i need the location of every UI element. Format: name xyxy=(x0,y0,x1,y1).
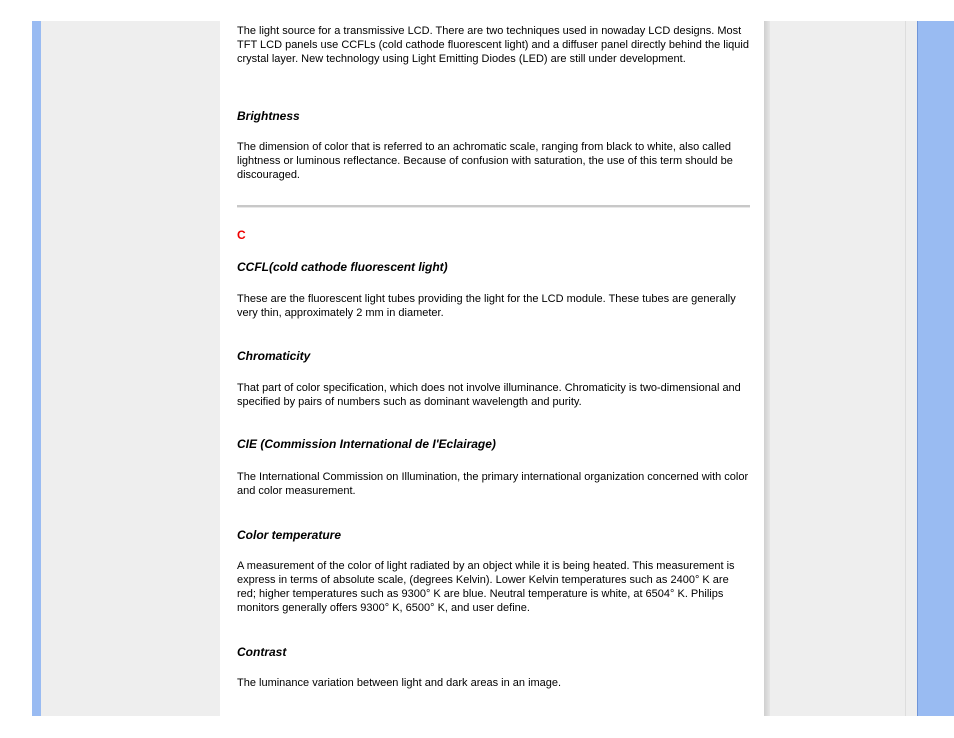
section-divider xyxy=(237,205,750,208)
term-brightness: Brightness xyxy=(237,109,300,123)
right-gray-edge xyxy=(905,21,917,716)
term-ccfl: CCFL(cold cathode fluorescent light) xyxy=(237,260,448,274)
definition-ccfl: These are the fluorescent light tubes providing the light for the LCD module. These tubes are generally very thin, approximately 2 mm in diameter. xyxy=(237,293,736,319)
left-blue-bar xyxy=(32,21,41,716)
definition-cie: The International Commission on Illumination, the primary international organization concerned with color and color measurement. xyxy=(237,471,749,497)
right-blue-bar xyxy=(917,21,954,716)
term-contrast: Contrast xyxy=(237,645,287,659)
definition-chromaticity: That part of color specification, which does not involve illuminance. Chromaticity is two-dimensional and specified by pairs of numbers such as dominant wavelength and purity. xyxy=(237,382,741,408)
content-panel[interactable] xyxy=(220,21,764,716)
section-letter-c: C xyxy=(237,228,246,242)
term-cie: CIE (Commission International de I'Eclairage) xyxy=(237,437,496,451)
intro-definition: The light source for a transmissive LCD. There are two techniques used in nowaday LCD designs. Most TFT LCD panels use CCFLs (cold cathode fluorescent light) and a diffuser panel directly behind the liquid crystal layer. New technology using Light Emitting Diodes (LED) are still under development. xyxy=(237,25,749,65)
right-gray-panel xyxy=(770,21,905,716)
term-color-temperature: Color temperature xyxy=(237,528,342,542)
term-chromaticity: Chromaticity xyxy=(237,349,311,363)
definition-contrast: The luminance variation between light and dark areas in an image. xyxy=(237,677,562,689)
left-gray-panel xyxy=(41,21,220,716)
definition-color-temperature: A measurement of the color of light radiated by an object while it is being heated. This measurement is express in terms of absolute scale, (degrees Kelvin). Lower Kelvin temperatures such as 2400° K are red; higher temperatures such as 9300° K are blue. Neutral temperature is white, at 6504° K. Philips monitors generally offers 9300° K, 6500° K, and user define. xyxy=(237,560,735,614)
definition-brightness: The dimension of color that is referred to an achromatic scale, ranging from black to white, also called lightness or luminous reflectance. Because of confusion with saturation, the use of this term should be discouraged. xyxy=(237,141,733,181)
